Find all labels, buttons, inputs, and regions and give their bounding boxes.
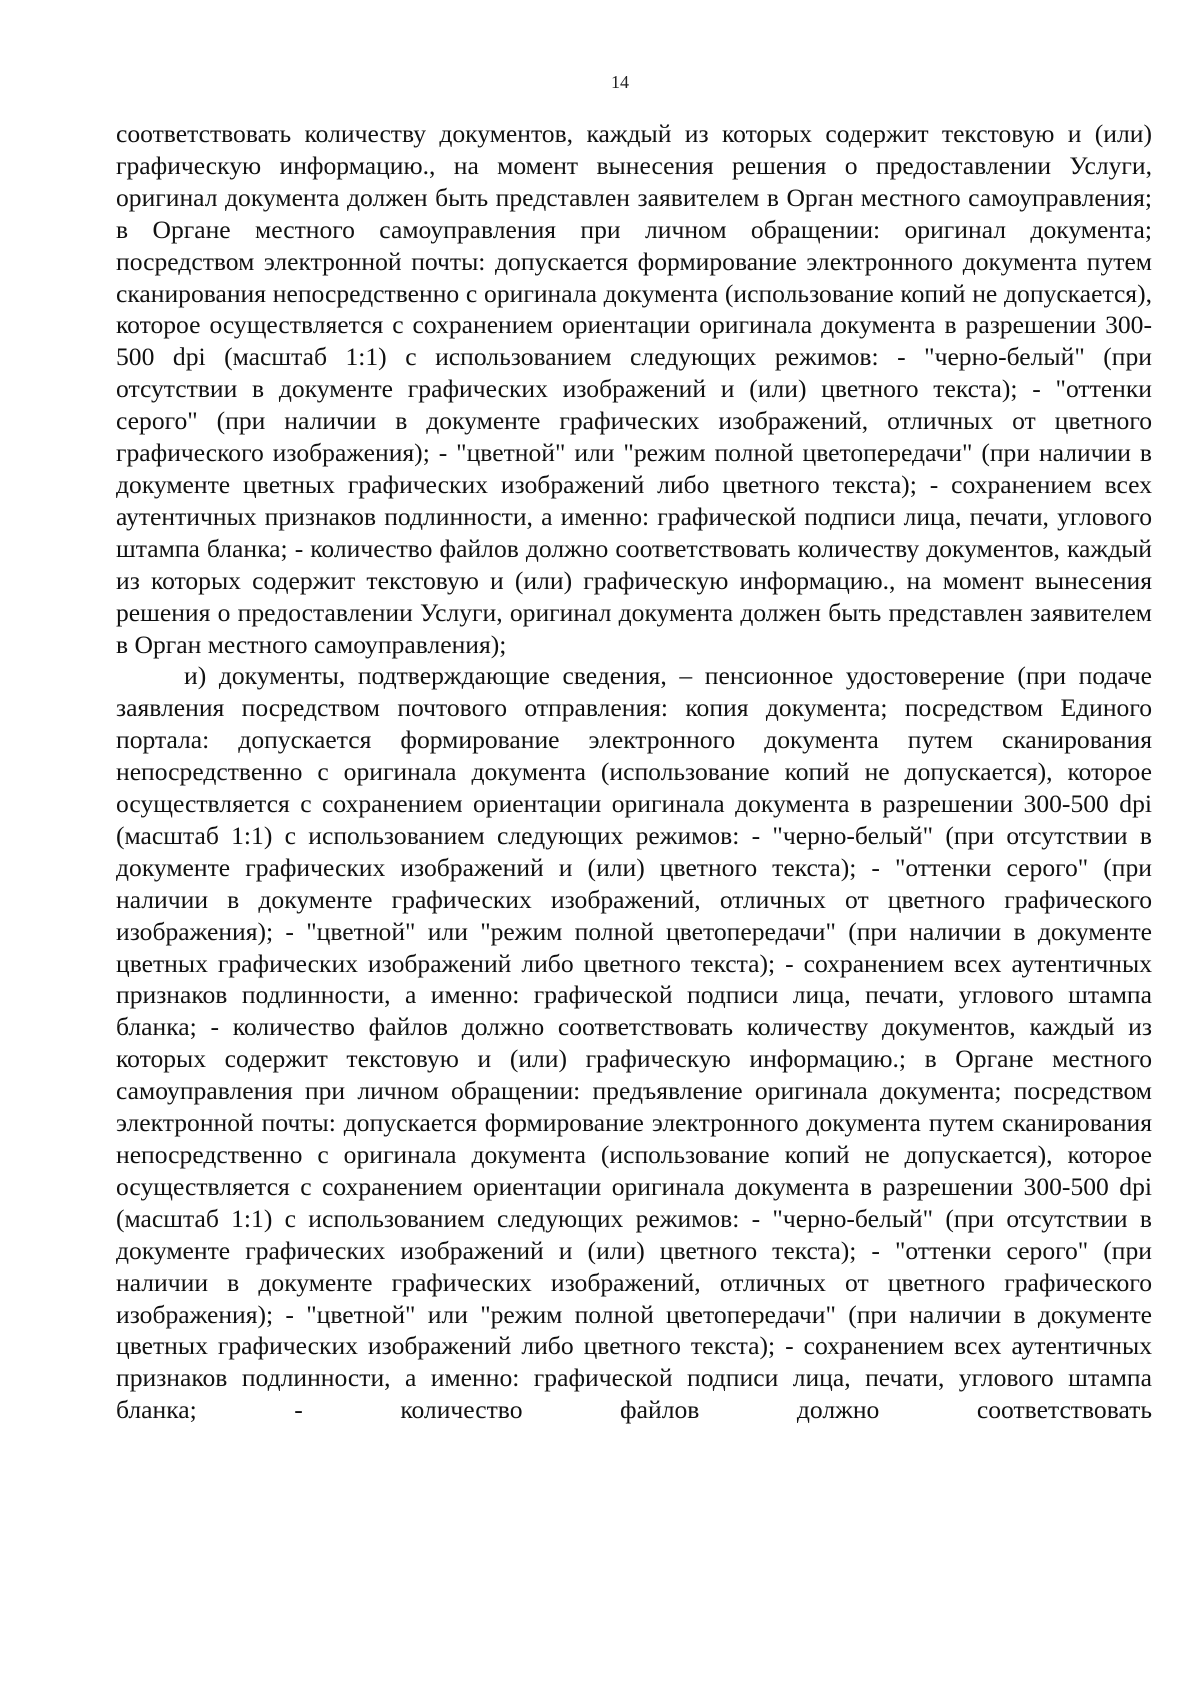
document-body (116, 118, 1152, 1426)
paragraph-continuation: соответствовать количеству документов, каждый из которых содержит текстовую и (или) графическую информацию., на момент вынесения решения о предоставлении Услуги, оригинал документа должен быть представлен заявителем в Орган местного самоуправления; в Органе местного самоуправления при личном обращении: оригинал документа; посредством электронной почты: допускается формирование электронного документа путем сканирования непосредственно с оригинала документа (использование копий не допускается), которое осуществляется с сохранением ориентации оригинала документа в разрешении 300-500 dpi (масштаб 1:1) с использованием следующих режимов: - "черно-белый" (при отсутствии в документе графических изображений и (или) цветного текста); - "оттенки серого" (при наличии в документе графических изображений, отличных от цветного графического изображения); - "цветной" или "режим полной цветопередачи" (при наличии в документе цветных графических изображений либо цветного текста); - сохранением всех аутентичных признаков подлинности, а именно: графической подписи лица, печати, углового штампа бланка; - количество файлов должно соответствовать количеству документов, каждый из которых содержит текстовую и (или) графическую информацию., на момент вынесения решения о предоставлении Услуги, оригинал документа должен быть представлен заявителем в Орган местного самоуправления); (116, 119, 1152, 659)
paragraph-item-i: и) документы, подтверждающие сведения, – пенсионное удостоверение (при подаче заявления посредством почтового отправления: копия документа; посредством Единого портала: допускается формирование электронного документа путем сканирования непосредственно с оригинала документа (использование копий не допускается), которое осуществляется с сохранением ориентации оригинала документа в разрешении 300-500 dpi (масштаб 1:1) с использованием следующих режимов: - "черно-белый" (при отсутствии в документе графических изображений и (или) цветного текста); - "оттенки серого" (при наличии в документе графических изображений, отличных от цветного графического изображения); - "цветной" или "режим полной цветопередачи" (при наличии в документе цветных графических изображений либо цветного текста); - сохранением всех аутентичных признаков подлинности, а именно: графической подписи лица, печати, углового штампа бланка; - количество файлов должно соответствовать количеству документов, каждый из которых содержит текстовую и (или) графическую информацию.; в Органе местного самоуправления при личном обращении: предъявление оригинала документа; посредством электронной почты: допускается формирование электронного документа путем сканирования непосредственно с оригинала документа (использование копий не допускается), которое осуществляется с сохранением ориентации оригинала документа в разрешении 300-500 dpi (масштаб 1:1) с использованием следующих режимов: - "черно-белый" (при отсутствии в документе графических изображений и (или) цветного текста); - "оттенки серого" (при наличии в документе графических изображений, отличных от цветного графического изображения); - "цветной" или "режим полной цветопередачи" (при наличии в документе цветных графических изображений либо цветного текста); - сохранением всех аутентичных признаков подлинности, а именно: графической подписи лица, печати, углового штампа бланка; - количество файлов должно соответствовать (116, 661, 1152, 1425)
page-number: 14 (611, 72, 629, 92)
